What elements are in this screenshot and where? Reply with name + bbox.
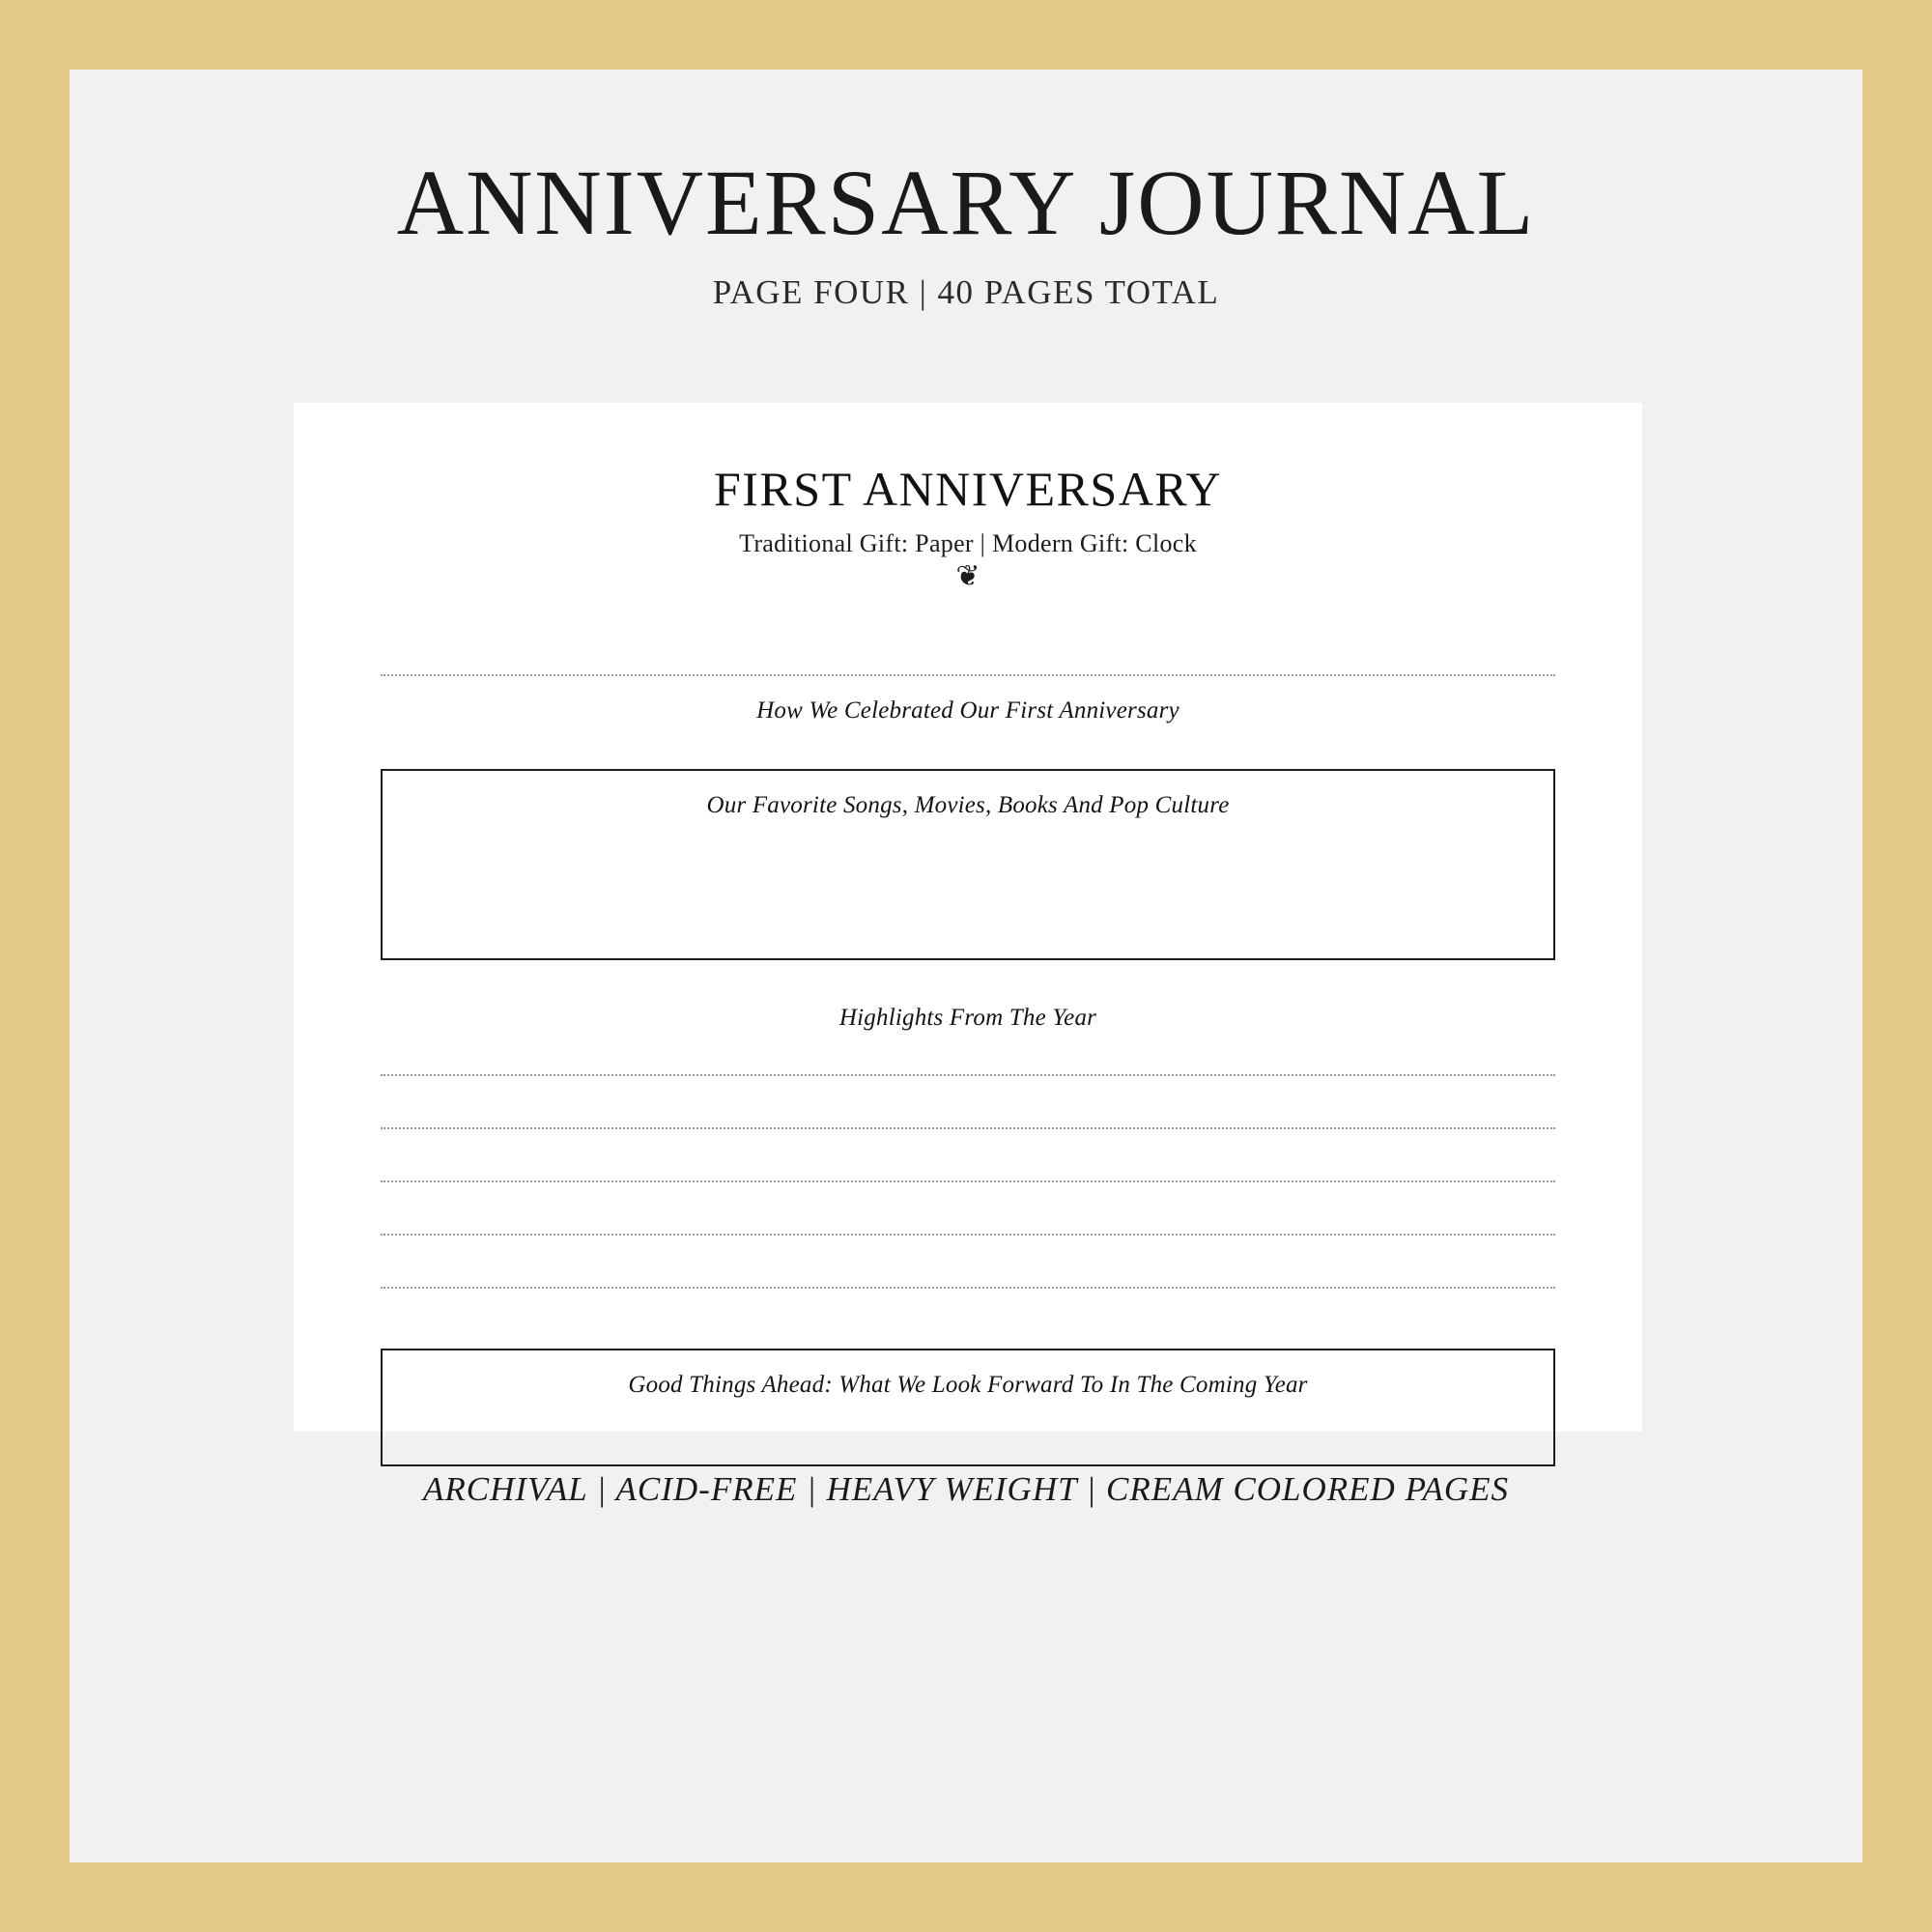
- highlight-lines: [381, 1074, 1555, 1289]
- journal-page-preview: [294, 403, 1642, 1432]
- flourish-ornament-icon: ❦: [955, 560, 980, 592]
- writing-line: [381, 1074, 1555, 1076]
- celebrated-section: [381, 674, 1555, 724]
- journal-page-content: [294, 403, 1642, 1466]
- page-title: ANNIVERSARY JOURNAL: [396, 151, 1536, 254]
- looking-ahead-box: [381, 1349, 1555, 1466]
- favorites-box: [381, 769, 1555, 960]
- writing-line: [381, 1287, 1555, 1289]
- highlights-label: Highlights From The Year: [838, 1005, 1097, 1031]
- writing-line: [381, 674, 1555, 676]
- looking-ahead-label: Good Things Ahead: What We Look Forward To In The Coming Year: [628, 1372, 1308, 1398]
- writing-line: [381, 1127, 1555, 1129]
- page-subtitle: PAGE FOUR | 40 PAGES TOTAL: [712, 272, 1220, 311]
- feature-list: ARCHIVAL | ACID-FREE | HEAVY WEIGHT | CREAM COLORED PAGES: [423, 1470, 1509, 1508]
- anniversary-heading: FIRST ANNIVERSARY: [713, 462, 1223, 516]
- product-listing-panel: [70, 70, 1862, 1862]
- favorites-label: Our Favorite Songs, Movies, Books And Pop Culture: [706, 792, 1230, 818]
- celebrated-label: How We Celebrated Our First Anniversary: [756, 697, 1179, 724]
- header: [70, 70, 1862, 312]
- writing-line: [381, 1234, 1555, 1236]
- writing-line: [381, 1180, 1555, 1182]
- gift-line: Traditional Gift: Paper | Modern Gift: Clock: [739, 529, 1197, 557]
